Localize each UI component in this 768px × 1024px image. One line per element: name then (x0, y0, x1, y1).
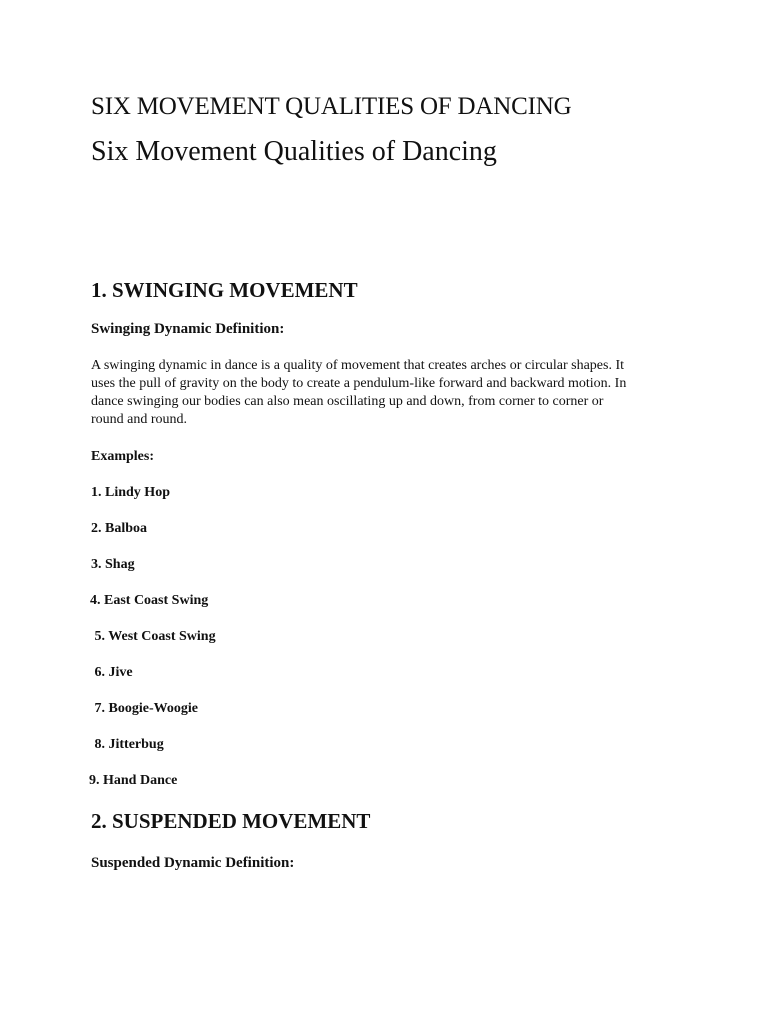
example-list-item: 4. East Coast Swing (90, 593, 209, 608)
section-heading-suspended: 2. SUSPENDED MOVEMENT (91, 809, 371, 833)
example-list-item: 5. West Coast Swing (91, 629, 216, 644)
examples-label: Examples: (91, 449, 154, 464)
example-list-item: 7. Boogie-Woogie (91, 701, 198, 716)
definition-label-swinging: Swinging Dynamic Definition: (91, 321, 285, 337)
paragraph-line: round and round. (91, 412, 188, 427)
example-list-item: 2. Balboa (91, 521, 148, 536)
section-heading-swinging: 1. SWINGING MOVEMENT (91, 278, 358, 302)
example-list-item: 1. Lindy Hop (91, 485, 170, 500)
paragraph-line: dance swinging our bodies can also mean oscillating up and down, from corner to corner or (91, 394, 604, 409)
example-list-item: 6. Jive (91, 665, 133, 680)
example-list-item: 9. Hand Dance (89, 773, 178, 788)
document-title: Six Movement Qualities of Dancing (91, 136, 497, 167)
definition-label-suspended: Suspended Dynamic Definition: (91, 855, 295, 871)
paragraph-line: A swinging dynamic in dance is a quality of movement that creates arches or circular shapes. It (91, 358, 624, 373)
example-list-item: 3. Shag (91, 557, 135, 572)
definition-paragraph-swinging (91, 357, 681, 429)
document-title-uppercase: SIX MOVEMENT QUALITIES OF DANCING (91, 93, 572, 120)
example-list-item: 8. Jitterbug (91, 737, 164, 752)
paragraph-line: uses the pull of gravity on the body to create a pendulum-like forward and backward motion. In (91, 376, 627, 391)
